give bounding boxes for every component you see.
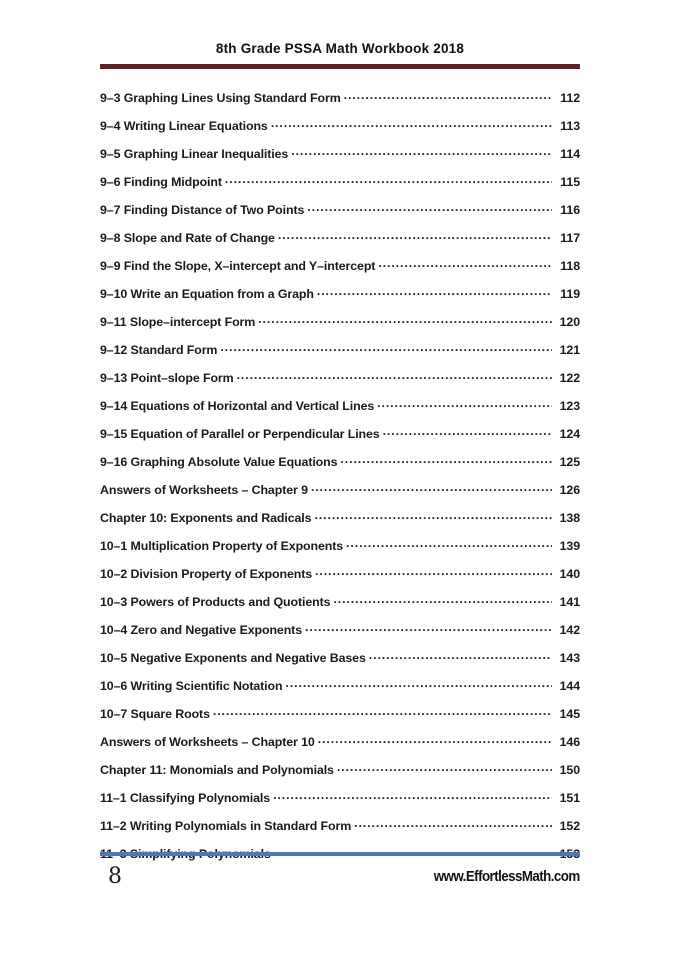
toc-entry[interactable] [100,314,580,342]
toc-entry-title: 10–4 Zero and Negative Exponents [100,623,303,638]
toc-entry-page-number: 139 [559,539,580,554]
toc-entry-title: 9–7 Finding Distance of Two Points [100,203,305,218]
toc-entry-title: 9–12 Standard Form [100,343,218,358]
toc-entry-page-number: 143 [559,651,580,666]
toc-entry-page-number: 151 [559,791,580,806]
toc-entry-page-number: 138 [559,511,580,526]
toc-entry[interactable] [100,118,580,146]
toc-entry-page-number: 114 [560,147,580,162]
toc-entry-page-number: 112 [560,91,580,106]
toc-dot-leader [273,790,552,802]
toc-entry[interactable] [100,286,580,314]
toc-entry-page-number: 150 [559,763,580,778]
toc-entry-title: 9–4 Writing Linear Equations [100,119,268,134]
toc-dot-leader [333,594,552,606]
toc-entry-title: 9–11 Slope–intercept Form [100,315,256,330]
toc-entry-title: 10–3 Powers of Products and Quotients [100,595,331,610]
toc-dot-leader [317,286,552,298]
toc-entry[interactable] [100,202,580,230]
toc-dot-leader [378,258,552,270]
toc-dot-leader [318,734,552,746]
toc-entry-page-number: 115 [560,175,580,190]
toc-entry-title: 10–5 Negative Exponents and Negative Bases [100,651,366,666]
footer-row [100,864,580,890]
toc-entry-title: 11–2 Writing Polynomials in Standard Form [100,819,352,834]
toc-entry-title: 9–9 Find the Slope, X–intercept and Y–intercept [100,259,376,274]
page-title: 8th Grade PSSA Math Workbook 2018 [215,41,465,56]
toc-entry[interactable] [100,454,580,482]
toc-entry[interactable] [100,146,580,174]
toc-entry-page-number: 142 [559,623,580,638]
toc-entry[interactable] [100,734,580,762]
toc-entry-title: 9–16 Graphing Absolute Value Equations [100,455,338,470]
toc-entry[interactable] [100,258,580,286]
toc-dot-leader [305,622,552,634]
toc-entry[interactable] [100,230,580,258]
toc-entry-page-number: 122 [559,371,580,386]
toc-entry[interactable] [100,398,580,426]
toc-entry[interactable] [100,762,580,790]
toc-entry[interactable] [100,482,580,510]
toc-entry-title: 9–8 Slope and Rate of Change [100,231,275,246]
toc-entry-page-number: 116 [560,203,580,218]
page-footer [100,852,580,890]
toc-entry[interactable] [100,706,580,734]
toc-dot-leader [344,90,552,102]
toc-dot-leader [383,426,552,438]
toc-dot-leader [314,510,552,522]
toc-entry-title: 9–6 Finding Midpoint [100,175,222,190]
toc-entry-page-number: 123 [559,399,580,414]
toc-entry-page-number: 125 [559,455,580,470]
toc-entry[interactable] [100,174,580,202]
toc-entry-page-number: 126 [559,483,580,498]
toc-entry[interactable] [100,594,580,622]
toc-entry[interactable] [100,426,580,454]
toc-dot-leader [337,762,552,774]
toc-entry-title: 9–14 Equations of Horizontal and Vertical Lines [100,399,375,414]
toc-dot-leader [220,342,552,354]
toc-entry-title: 10–7 Square Roots [100,707,210,722]
toc-dot-leader [285,678,552,690]
toc-entry-page-number: 117 [560,231,580,246]
toc-entry-page-number: 120 [559,315,580,330]
toc-entry[interactable] [100,538,580,566]
toc-entry-page-number: 145 [559,707,580,722]
toc-dot-leader [315,566,552,578]
toc-entry[interactable] [100,566,580,594]
footer-divider-rule [100,852,580,856]
toc-dot-leader [377,398,552,410]
toc-dot-leader [340,454,552,466]
toc-entry[interactable] [100,510,580,538]
toc-entry-title: Chapter 10: Exponents and Radicals [100,511,312,526]
toc-entry-title: 10–6 Writing Scientific Notation [100,679,283,694]
toc-dot-leader [213,706,552,718]
toc-dot-leader [237,370,552,382]
toc-entry-page-number: 113 [560,119,580,134]
toc-entry-title: 9–15 Equation of Parallel or Perpendicular Lines [100,427,380,442]
toc-entry-title: 9–10 Write an Equation from a Graph [100,287,314,302]
toc-entry-title: 10–1 Multiplication Property of Exponents [100,539,344,554]
toc-dot-leader [369,650,552,662]
toc-entry-page-number: 144 [559,679,580,694]
toc-entry[interactable] [100,342,580,370]
toc-entry-title: 9–13 Point–slope Form [100,371,234,386]
toc-dot-leader [354,818,552,830]
header-divider-rule [100,64,580,69]
toc-entry-page-number: 140 [559,567,580,582]
toc-entry[interactable] [100,650,580,678]
toc-dot-leader [225,174,552,186]
toc-entry-title: Answers of Worksheets – Chapter 10 [100,735,315,750]
toc-dot-leader [346,538,552,550]
toc-entry-title: Answers of Worksheets – Chapter 9 [100,483,308,498]
toc-dot-leader [278,230,552,242]
table-of-contents [100,90,580,874]
toc-entry[interactable] [100,818,580,846]
toc-entry-page-number: 118 [560,259,580,274]
toc-entry-title: 11–1 Classifying Polynomials [100,791,271,806]
toc-dot-leader [271,118,552,130]
toc-dot-leader [291,146,552,158]
page-number: 8 [108,864,122,889]
toc-dot-leader [258,314,552,326]
website-url: www.EffortlessMath.com [434,869,580,885]
toc-dot-leader [311,482,552,494]
toc-entry-title: Chapter 11: Monomials and Polynomials [100,763,334,778]
toc-entry[interactable] [100,790,580,818]
page-header [100,40,580,69]
toc-entry-page-number: 146 [559,735,580,750]
toc-dot-leader [307,202,552,214]
toc-entry-page-number: 124 [559,427,580,442]
toc-entry[interactable] [100,370,580,398]
toc-entry[interactable] [100,90,580,118]
toc-entry-page-number: 152 [559,819,580,834]
toc-entry-page-number: 119 [560,287,580,302]
toc-entry-title: 9–3 Graphing Lines Using Standard Form [100,91,341,106]
toc-entry-title: 10–2 Division Property of Exponents [100,567,313,582]
toc-entry-page-number: 121 [559,343,580,358]
toc-entry[interactable] [100,622,580,650]
toc-entry-page-number: 141 [559,595,580,610]
toc-entry[interactable] [100,678,580,706]
toc-entry-title: 9–5 Graphing Linear Inequalities [100,147,289,162]
